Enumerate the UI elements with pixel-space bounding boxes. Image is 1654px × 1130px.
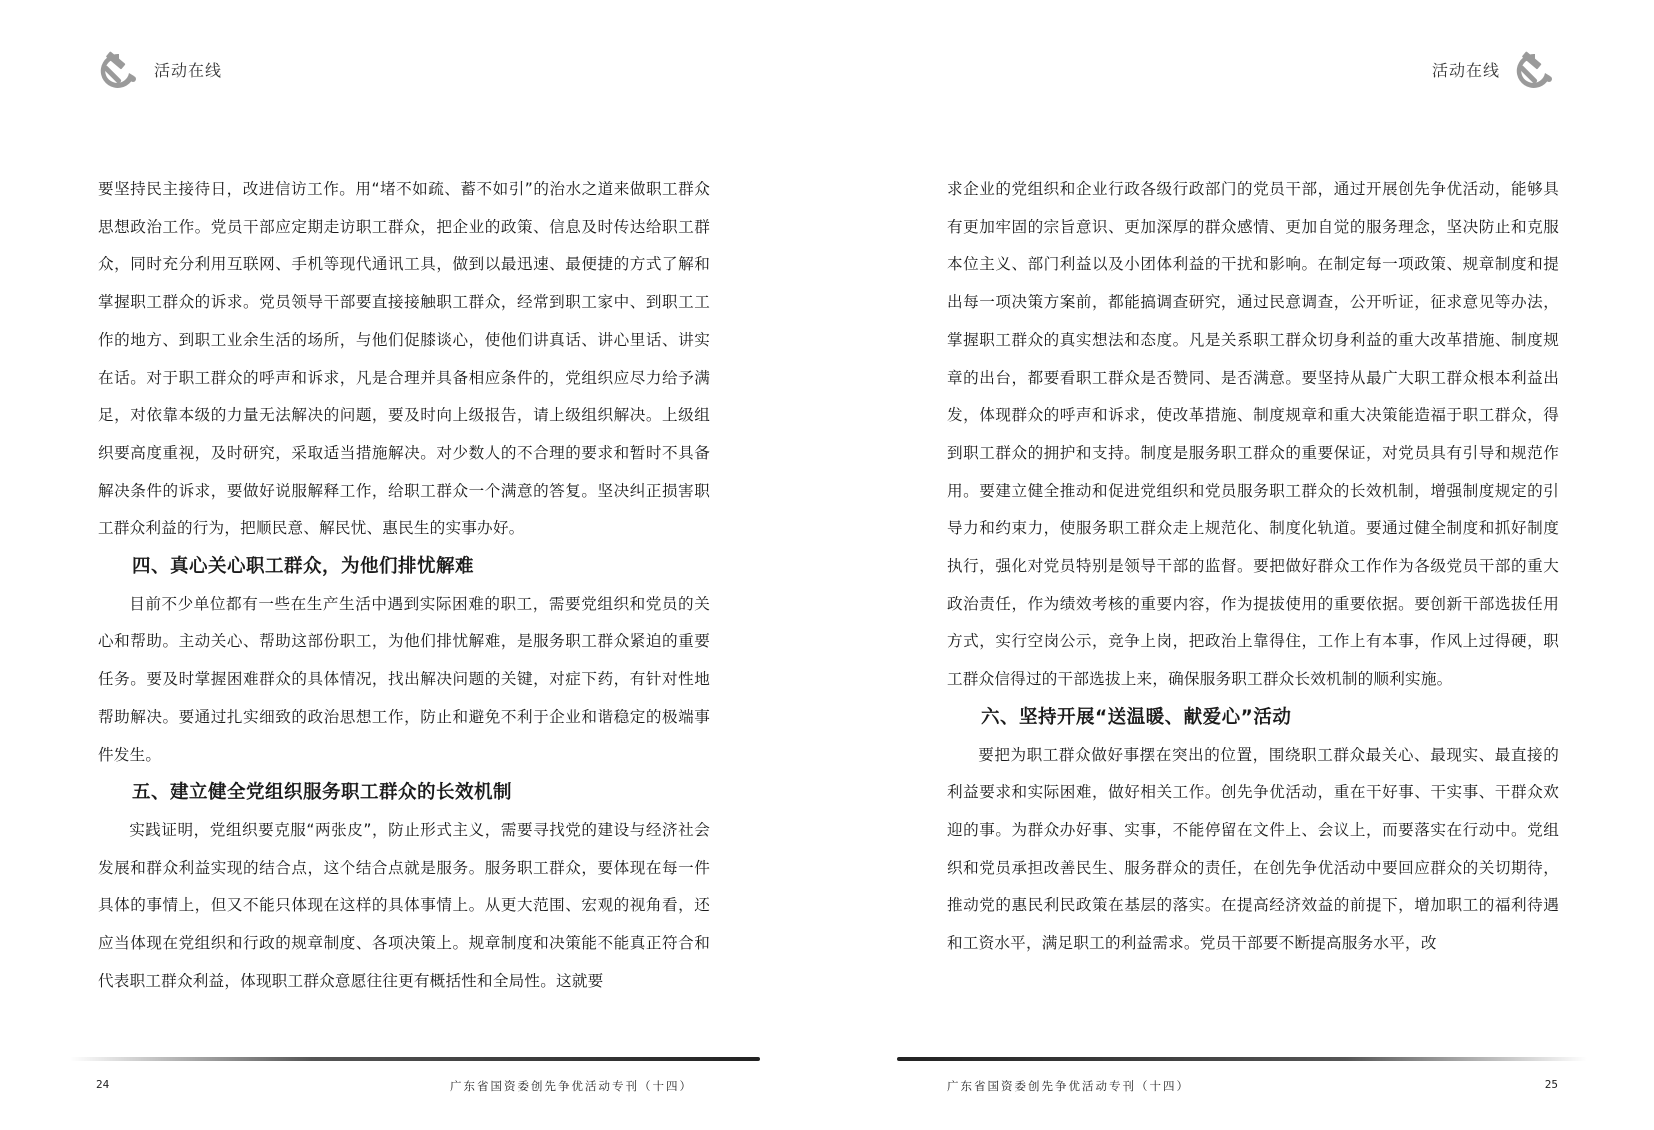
article-body: [98, 171, 710, 1000]
paragraph: 要把为职工群众做好事摆在突出的位置，围绕职工群众最关心、最现实、最直接的利益要求和实际困难，做好相关工作。创先争优活动，重在干好事、干实事、干群众欢迎的事。为群众办好事、实事，不能停留在文件上、会议上，而要落实在行动中。党组织和党员承担改善民生、服务群众的责任，在创先争优活动中要回应群众的关切期待，推动党的惠民利民政策在基层的落实。在提高经济效益的前提下，增加职工的福利待遇和工资水平，满足职工的利益需求。党员干部要不断提高服务水平，改: [947, 745, 1559, 953]
paragraph: 实践证明，党组织要克服“两张皮”，防止形式主义，需要寻找党的建设与经济社会发展和群众利益实现的结合点，这个结合点就是服务。服务职工群众，要体现在每一件具体的事情上，但又不能只体现在这样的具体事情上。从更大范围、宏观的视角看，还应当体现在党组织和行政的规章制度、各项决策上。规章制度和决策能不能真正符合和代表职工群众利益，体现职工群众意愿往往更有概括性和全局性。这就要: [98, 820, 710, 990]
page-header: [96, 44, 234, 94]
hammer-and-sickle-icon: [1512, 46, 1558, 92]
article-body: [947, 171, 1559, 963]
page-number: 25: [1544, 1078, 1558, 1091]
journal-title: 广东省国资委创先争优活动专刊（十四）: [947, 1079, 1190, 1093]
paragraph: 要坚持民主接待日，改进信访工作。用“堵不如疏、蓄不如引”的治水之道来做职工群众思想政治工作。党员干部应定期走访职工群众，把企业的政策、信息及时传达给职工群众，同时充分利用互联网、手机等现代通讯工具，做到以最迅速、最便捷的方式了解和掌握职工群众的诉求。党员领导干部要直接接触职工群众，经常到职工家中、到职工工作的地方、到职工业余生活的场所，与他们促膝谈心，使他们讲真话、讲心里话、讲实在话。对于职工群众的呼声和诉求，凡是合理并具备相应条件的，党组织应尽力给予满足，对依靠本级的力量无法解决的问题，要及时向上级报告，请上级组织解决。上级组织要高度重视，及时研究，采取适当措施解决。对少数人的不合理的要求和暂时不具备解决条件的诉求，要做好说服解释工作，给职工群众一个满意的答复。坚决纠正损害职工群众利益的行为，把顺民意、解民忧、惠民生的实事办好。: [98, 180, 710, 538]
right-page: [827, 0, 1654, 1130]
footer-divider: [897, 1057, 1587, 1061]
section-heading: 五、建立健全党组织服务职工群众的长效机制: [132, 782, 513, 804]
page-number: 24: [96, 1078, 110, 1091]
section-name: 活动在线: [154, 60, 223, 80]
section-heading: 六、坚持开展“送温暖、献爱心”活动: [981, 706, 1292, 728]
section-name: 活动在线: [1431, 60, 1500, 80]
journal-title: 广东省国资委创先争优活动专刊（十四）: [450, 1079, 693, 1093]
footer-divider: [70, 1057, 760, 1061]
paragraph: 目前不少单位都有一些在生产生活中遇到实际困难的职工，需要党组织和党员的关心和帮助。主动关心、帮助这部份职工，为他们排忧解难，是服务职工群众紧迫的重要任务。要及时掌握困难群众的具体情况，找出解决问题的关键，对症下药，有针对性地帮助解决。要通过扎实细致的政治思想工作，防止和避免不利于企业和谐稳定的极端事件发生。: [98, 594, 710, 764]
paragraph: 求企业的党组织和企业行政各级行政部门的党员干部，通过开展创先争优活动，能够具有更加牢固的宗旨意识、更加深厚的群众感情、更加自觉的服务理念，坚决防止和克服本位主义、部门利益以及小团体利益的干扰和影响。在制定每一项政策、规章制度和提出每一项决策方案前，都能搞调查研究，通过民意调查，公开听证，征求意见等办法，掌握职工群众的真实想法和态度。凡是关系职工群众切身利益的重大改革措施、制度规章的出台，都要看职工群众是否赞同、是否满意。要坚持从最广大职工群众根本利益出发，体现群众的呼声和诉求，使改革措施、制度规章和重大决策能造福于职工群众，得到职工群众的拥护和支持。制度是服务职工群众的重要保证，对党员具有引导和规范作用。要建立健全推动和促进党组织和党员服务职工群众的长效机制，增强制度规定的引导力和约束力，使服务职工群众走上规范化、制度化轨道。要通过健全制度和抓好制度执行，强化对党员特别是领导干部的监督。要把做好群众工作作为各级党员干部的重大政治责任，作为绩效考核的重要内容，作为提拔使用的重要依据。要创新干部选拔任用方式，实行空岗公示，竞争上岗，把政治上靠得住，工作上有本事，作风上过得硬，职工群众信得过的干部选拔上来，确保服务职工群众长效机制的顺利实施。: [947, 180, 1559, 689]
section-heading: 四、真心关心职工群众，为他们排忧解难: [132, 556, 475, 578]
page-header: [1420, 44, 1558, 94]
hammer-and-sickle-icon: [96, 46, 142, 92]
